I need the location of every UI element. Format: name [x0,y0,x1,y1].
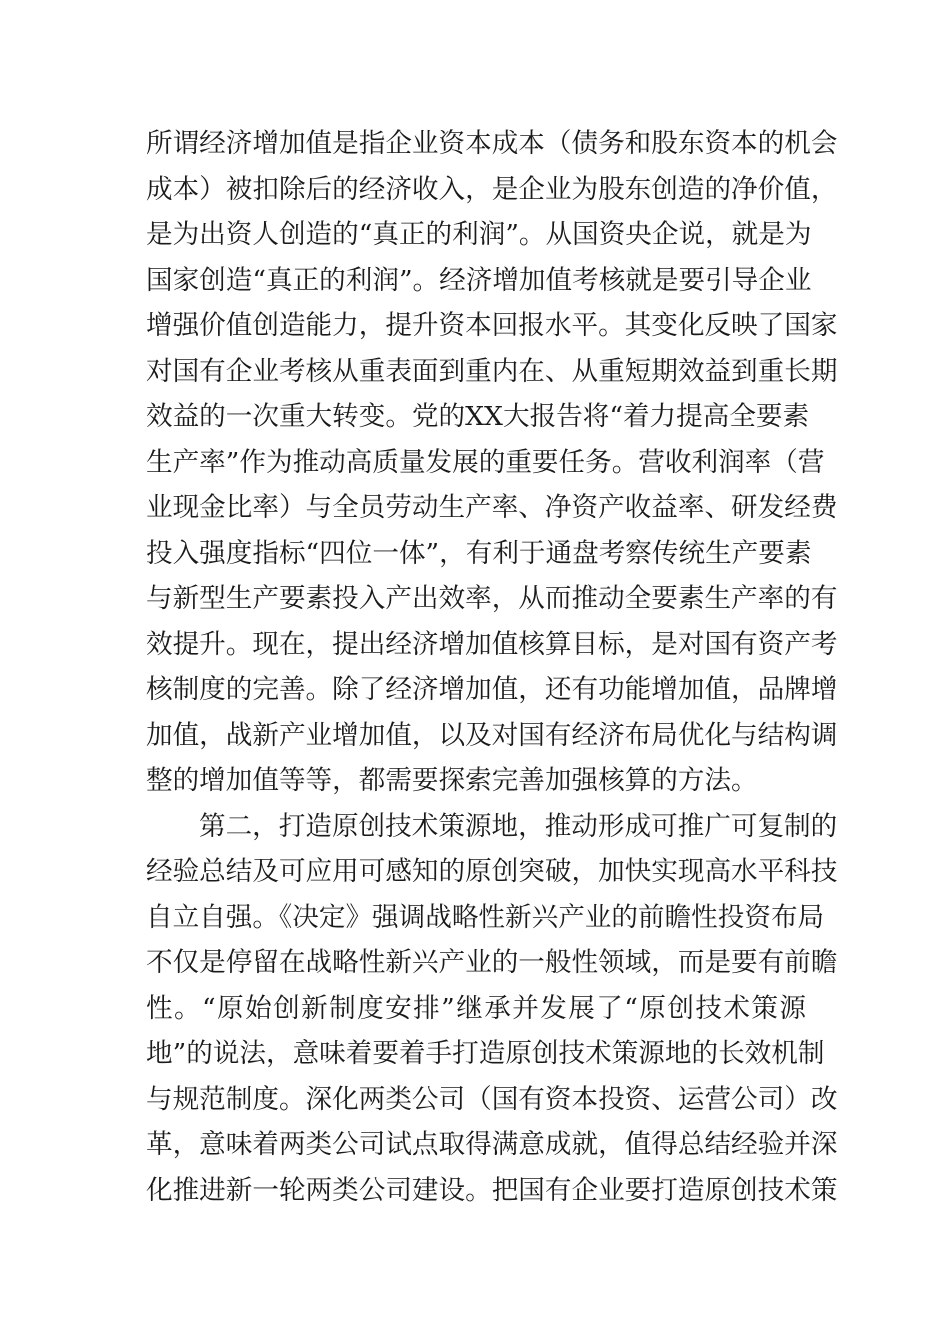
paragraph-last-line: 整的增加值等等，都需要探索完善加强核算的方法。 [146,765,758,796]
text-line: 与规范制度。深化两类公司（国有资本投资、运营公司）改 [146,1083,838,1115]
text-line: 效益的一次重大转变。党的XX大报告将“着力提高全要素 [146,401,810,432]
text-line: 经验总结及可应用可感知的原创突破，加快实现高水平科技 [146,856,838,887]
text-line: 与新型生产要素投入产出效率，从而推动全要素生产率的有 [146,583,838,614]
text-line: 不仅是停留在战略性新兴产业的一般性领域，而是要有前瞻 [146,947,838,978]
text-line: 加值，战新产业增加值，以及对国有经济布局优化与结构调 [146,719,838,751]
text-line: 自立自强。《决定》强调战略性新兴产业的前瞻性投资布局 [146,901,825,933]
text-line: 成本）被扣除后的经济收入，是企业为股东创造的净价值， [146,173,838,205]
text-line: 核制度的完善。除了经济增加值，还有功能增加值，品牌增 [146,674,838,705]
text-line: 化推进新一轮两类公司建设。把国有企业要打造原创技术策 [146,1174,838,1206]
text-line: 革，意味着两类公司试点取得满意成就，值得总结经验并深 [146,1129,838,1160]
paragraph-first-line: 第二，打造原创技术策源地，推动形成可推广可复制的 [199,810,838,842]
text-line: 对国有企业考核从重表面到重内在、从重短期效益到重长期 [146,355,838,387]
text-line: 投入强度指标“四位一体”，有利于通盘考察传统生产要素 [146,537,812,569]
text-line: 地”的说法，意味着要着手打造原创技术策源地的长效机制 [146,1038,825,1069]
body-text [146,121,838,1213]
text-line: 国家创造“真正的利润”。经济增加值考核就是要引导企业 [146,264,812,296]
text-line: 性。“原始创新制度安排”继承并发展了“原创技术策源 [146,992,806,1024]
text-line: 业现金比率）与全员劳动生产率、净资产收益率、研发经费 [146,492,838,523]
text-line: 效提升。现在，提出经济增加值核算目标，是对国有资产考 [146,628,838,660]
text-line: 生产率”作为推动高质量发展的重要任务。营收利润率（营 [146,446,825,478]
text-line: 增强价值创造能力，提升资本回报水平。其变化反映了国家 [146,310,838,341]
text-line: 是为出资人创造的“真正的利润”。从国资央企说，就是为 [146,219,812,250]
text-line: 所谓经济增加值是指企业资本成本（债务和股东资本的机会 [146,128,838,159]
